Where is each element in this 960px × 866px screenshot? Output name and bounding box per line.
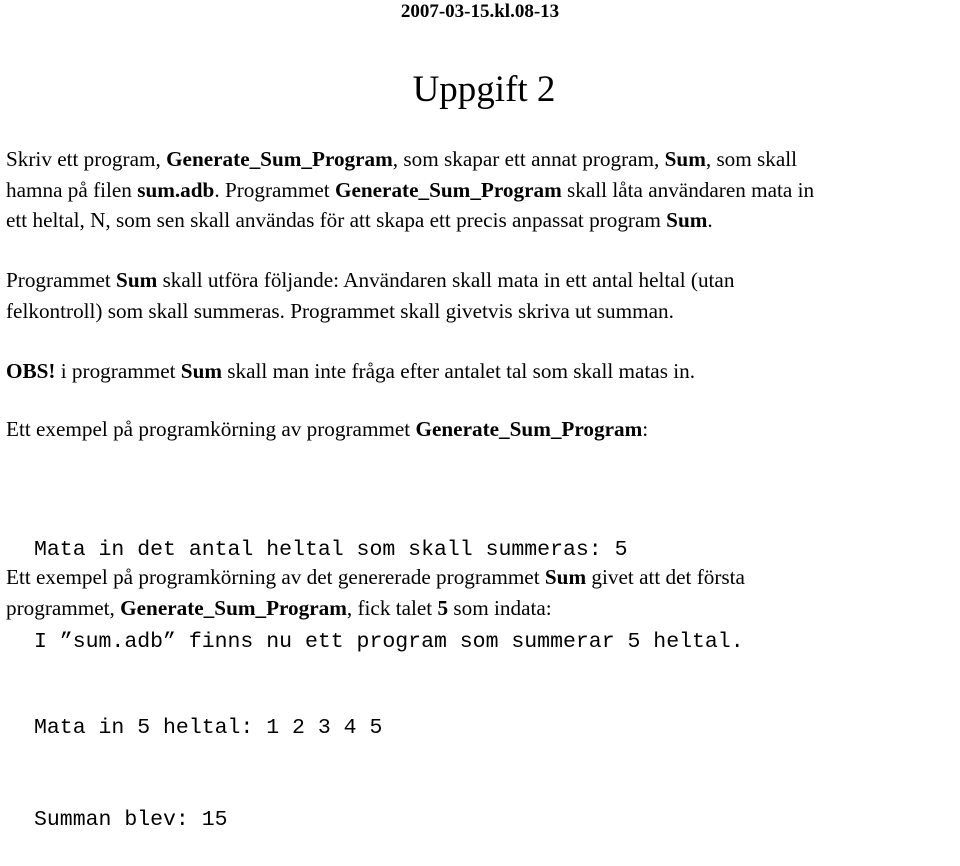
page-title: Uppgift 2 xyxy=(412,69,556,110)
example2-intro-paragraph xyxy=(6,562,958,623)
example2-intro-line-1: Ett exempel på programkörning av det genererade programmet Sum givet att det första xyxy=(6,565,745,589)
intro-line-2: hamna på filen sum.adb. Programmet Generate_Sum_Program skall låta användaren mata in xyxy=(6,177,815,202)
note-paragraph xyxy=(6,356,958,387)
code-example-2-line-1: Mata in 5 heltal: 1 2 3 4 5 xyxy=(34,716,383,740)
example1-intro-line: Ett exempel på programkörning av programmet Generate_Sum_Program: xyxy=(6,417,649,441)
intro-paragraph xyxy=(6,144,958,236)
code-example-1-line-2: I ”sum.adb” finns nu ett program som summerar 5 heltal. xyxy=(34,629,744,654)
sum-line-2: felkontroll) som skall summeras. Programmet skall givetvis skriva ut summan. xyxy=(6,298,674,323)
note-line: OBS! i programmet Sum skall man inte fråga efter antalet tal som skall matas in. xyxy=(6,359,696,383)
sum-description-paragraph xyxy=(6,265,958,326)
intro-line-1: Skriv ett program, Generate_Sum_Program, som skapar ett annat program, Sum, som skall xyxy=(6,147,798,171)
example2-intro-line-2: programmet, Generate_Sum_Program, fick talet 5 som indata: xyxy=(6,595,552,620)
example1-intro-paragraph xyxy=(6,414,958,445)
header-date: 2007-03-15.kl.08-13 xyxy=(400,1,560,22)
sum-line-1: Programmet Sum skall utföra följande: Användaren skall mata in ett antal heltal (utan xyxy=(6,268,735,292)
code-example-1-line-1: Mata in det antal heltal som skall summeras: 5 xyxy=(34,538,628,562)
code-example-2 xyxy=(34,652,382,866)
code-example-2-line-2: Summan blev: 15 xyxy=(34,807,228,832)
intro-line-3: ett heltal, N, som sen skall användas för att skapa ett precis anpassat program Sum. xyxy=(6,208,713,232)
